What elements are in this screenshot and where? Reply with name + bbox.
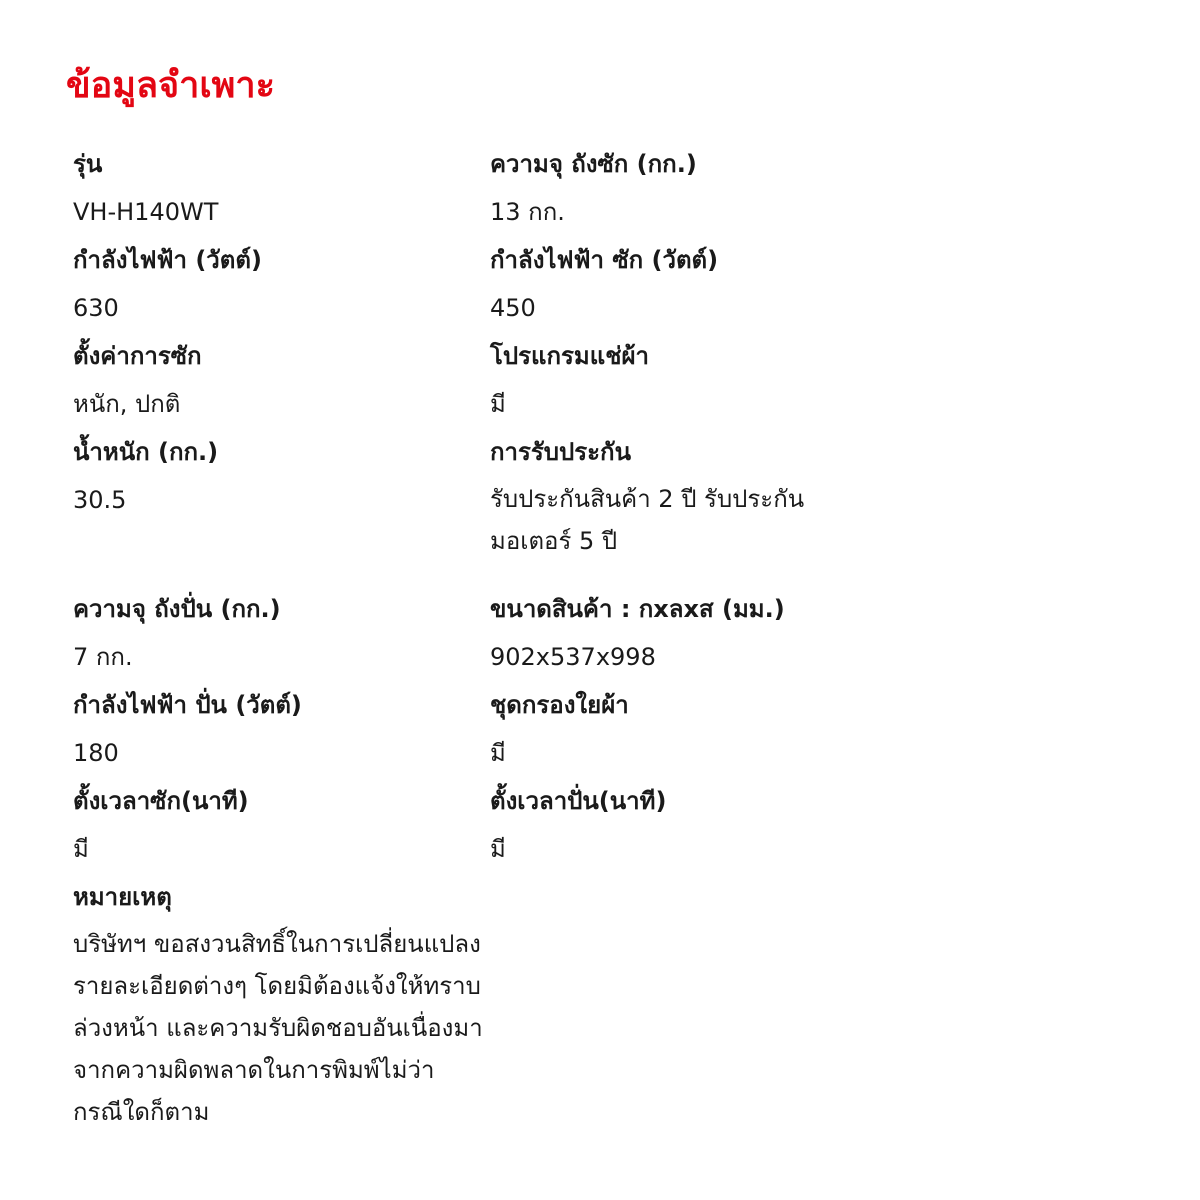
spec-block-left-1 bbox=[73, 150, 473, 534]
lint-filter-label: ชุดกรองใยผ้า bbox=[490, 691, 629, 719]
model-value: VH-H140WT bbox=[73, 198, 219, 226]
spec-block-left-2 bbox=[73, 595, 483, 1133]
weight-value: 30.5 bbox=[73, 486, 127, 514]
wash-power-value: 450 bbox=[490, 294, 536, 322]
spin-timer-value: มี bbox=[490, 835, 506, 863]
spin-timer-label: ตั้งเวลาปั่น(นาที) bbox=[490, 787, 667, 815]
soak-program-value: มี bbox=[490, 390, 506, 418]
wash-setting-label: ตั้งค่าการซัก bbox=[73, 342, 202, 370]
spec-block-right-2 bbox=[490, 595, 890, 883]
weight-label: น้ำหนัก (กก.) bbox=[73, 438, 219, 466]
wash-power-label: กำลังไฟฟ้า ซัก (วัตต์) bbox=[490, 246, 719, 274]
wash-capacity-label: ความจุ ถังซัก (กก.) bbox=[490, 150, 697, 178]
page-title: ข้อมูลจำเพาะ bbox=[66, 65, 275, 106]
warranty-value: รับประกันสินค้า 2 ปี รับประกันมอเตอร์ 5 ปี bbox=[490, 485, 805, 555]
lint-filter-value: มี bbox=[490, 739, 506, 767]
dimension-value: 902x537x998 bbox=[490, 643, 656, 671]
note-label: หมายเหตุ bbox=[73, 883, 172, 911]
spin-capacity-label: ความจุ ถังปั่น (กก.) bbox=[73, 595, 281, 623]
power-value: 630 bbox=[73, 294, 119, 322]
spin-power-value: 180 bbox=[73, 739, 119, 767]
wash-capacity-value: 13 กก. bbox=[490, 198, 565, 226]
spec-block-right-1 bbox=[490, 150, 890, 562]
spin-capacity-value: 7 กก. bbox=[73, 643, 133, 671]
wash-setting-value: หนัก, ปกติ bbox=[73, 390, 181, 418]
note-value: บริษัทฯ ขอสงวนสิทธิ์ในการเปลี่ยนแปลงรายละเอียดต่างๆ โดยมิต้องแจ้งให้ทราบล่วงหน้า และความรับผิดชอบอันเนื่องมาจากความผิดพลาดในการพิมพ์ไม่ว่ากรณีใดก็ตาม bbox=[73, 930, 483, 1126]
soak-program-label: โปรแกรมแช่ผ้า bbox=[490, 342, 650, 370]
spin-power-label: กำลังไฟฟ้า ปั่น (วัตต์) bbox=[73, 691, 302, 719]
wash-timer-label: ตั้งเวลาซัก(นาที) bbox=[73, 787, 249, 815]
power-label: กำลังไฟฟ้า (วัตต์) bbox=[73, 246, 262, 274]
model-label: รุ่น bbox=[73, 150, 103, 178]
dimension-label: ขนาดสินค้า : กxลxส (มม.) bbox=[490, 595, 785, 623]
wash-timer-value: มี bbox=[73, 835, 89, 863]
warranty-label: การรับประกัน bbox=[490, 438, 631, 466]
